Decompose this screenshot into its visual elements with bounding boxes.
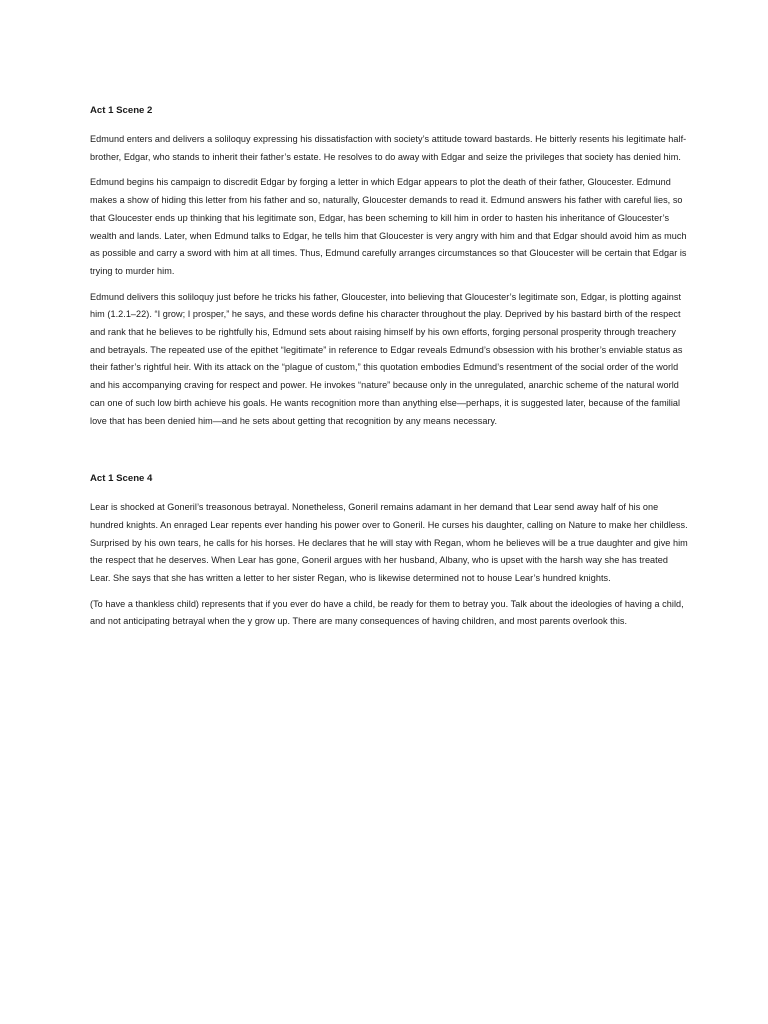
paragraph: (To have a thankless child) represents that if you ever do have a child, be ready for them to betray you. Talk about the ideologies of having a child, and not anticipating betrayal when the y grow up. There are many consequences of having children, and most parents overlook this. <box>90 598 684 627</box>
paragraph: Edmund delivers this soliloquy just before he tricks his father, Gloucester, into believing that Gloucester’s legitimate son, Edgar, is plotting against him (1.2.1–22). “I grow; I prosper,” he says, and these words define his character throughout the play. Deprived by his bastard birth of the respect and rank that he believes to be rightfully his, Edmund sets about raising himself by his own efforts, forging personal prosperity through treachery and betrayals. The repeated use of the epithet “legitimate” in reference to Edgar reveals Edmund’s obsession with his brother’s enviable status as their father’s rightful heir. With its attack on the “plague of custom,” this quotation embodies Edmund’s resentment of the social order of the world and his accompanying craving for respect and power. He invokes “nature” because only in the unregulated, anarchic scheme of the natural world can one of such low birth achieve his goals. He wants recognition more than anything else—perhaps, it is suggested later, because of the familial love that has been denied him—and he sets about getting that recognition by any means necessary. <box>90 291 683 426</box>
section-spacer <box>90 438 690 472</box>
section-act1-scene2 <box>90 104 690 430</box>
section-heading: Act 1 Scene 4 <box>90 473 153 485</box>
section-heading: Act 1 Scene 2 <box>90 105 153 116</box>
paragraph: Edmund begins his campaign to discredit Edgar by forging a letter in which Edgar appears to plot the death of their father, Gloucester. Edmund makes a show of hiding this letter from his father and so, naturally, Gloucester demands to read it. Edmund answers his father with careful lies, so that Gloucester ends up thinking that his legitimate son, Edgar, has been scheming to kill him in order to hasten his inheritance of Gloucester’s wealth and lands. Later, when Edmund talks to Edgar, he tells him that Gloucester is very angry with him and that Edgar should avoid him as much as possible and carry a sword with him at all times. Thus, Edmund carefully arranges circumstances so that Gloucester will be certain that Edgar is trying to murder him. <box>90 177 687 276</box>
paragraph: Edmund enters and delivers a soliloquy expressing his dissatisfaction with society’s attitude toward bastards. He bitterly resents his legitimate half-brother, Edgar, who stands to inherit their father’s estate. He resolves to do away with Edgar and seize the privileges that society has denied him. <box>90 134 687 162</box>
paragraph: Lear is shocked at Goneril’s treasonous betrayal. Nonetheless, Goneril remains adamant in her demand that Lear send away half of his one hundred knights. An enraged Lear repents ever handing his power over to Goneril. He curses his daughter, calling on Nature to make her childless. Surprised by his own tears, he calls for his horses. He declares that he will stay with Regan, whom he believes will be a true daughter and give him the respect that he deserves. When Lear has gone, Goneril argues with her husband, Albany, who is upset with the harsh way she has treated Lear. She says that she has written a letter to her sister Regan, who is likewise determined not to house Lear’s hundred knights. <box>90 502 688 584</box>
document-page <box>90 104 690 639</box>
section-act1-scene4 <box>90 472 690 631</box>
